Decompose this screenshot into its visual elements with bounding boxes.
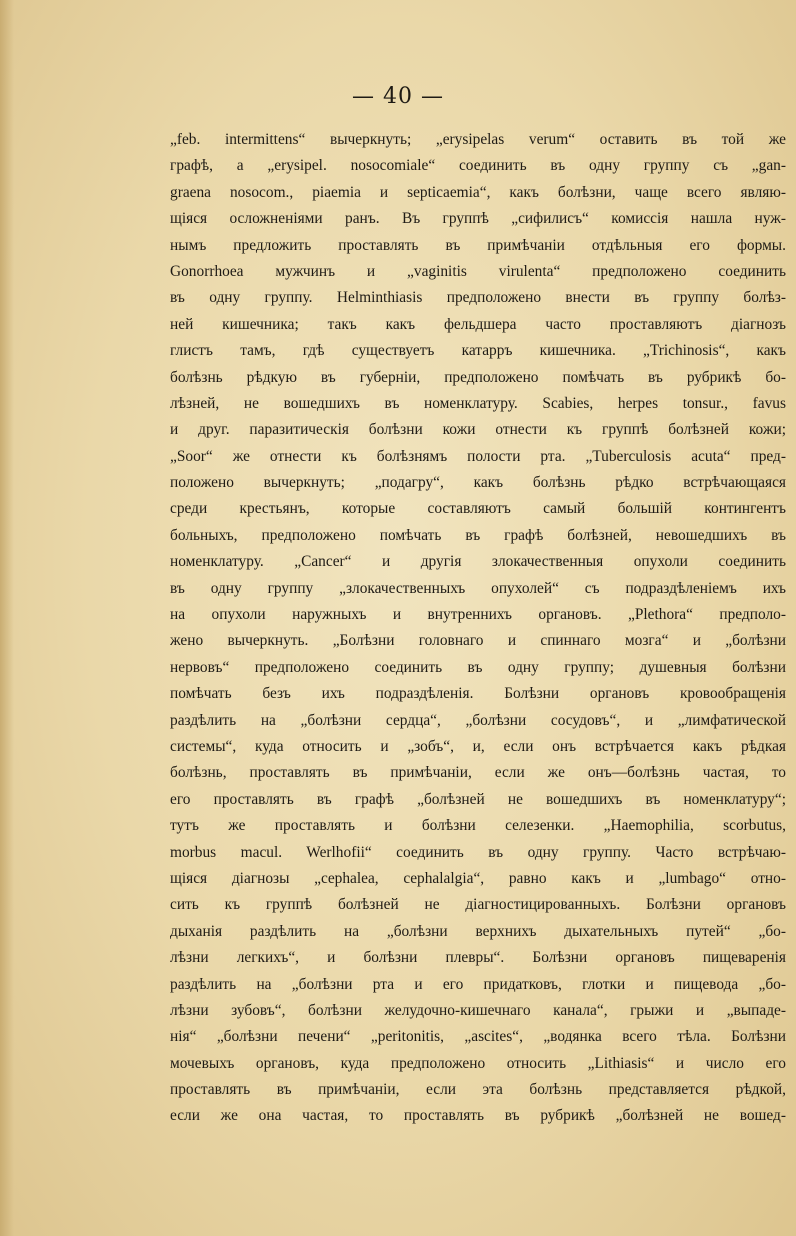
- text-line: щіяся діагнозы „cephalea, cephalalgia“, равно какъ и „lumbago“ отно-: [170, 869, 786, 887]
- text-line: раздѣлить на „болѣзни сердца“, „болѣзни сосудовъ“, и „лимфатической: [170, 711, 786, 729]
- text-line: на опухоли наружныхъ и внутреннихъ органовъ. „Plethora“ предполо-: [170, 606, 786, 624]
- text-line: раздѣлить на „болѣзни рта и его придатковъ, глотки и пищевода „бо-: [170, 975, 786, 993]
- text-line: нымъ предложить проставлять въ примѣчаніи отдѣльныя его формы.: [170, 236, 786, 254]
- text-line: мочевыхъ органовъ, куда предположено относить „Lithiasis“ и число его: [170, 1054, 786, 1072]
- text-line: дыханія раздѣлить на „болѣзни верхнихъ дыхательныхъ путей“ „бо-: [170, 922, 786, 940]
- text-line: „Soor“ же отнести къ болѣзнямъ полости рта. „Tuberculosis acuta“ пред-: [170, 447, 786, 465]
- text-line: среди крестьянъ, которые составляютъ самый большій контингентъ: [170, 500, 786, 518]
- text-line: Gonorrhoea мужчинъ и „vaginitis virulenta“ предположено соединить: [170, 262, 786, 280]
- text-line: тутъ же проставлять и болѣзни селезенки. „Haemophilia, scorbutus,: [170, 817, 786, 835]
- text-line: лѣзней, не вошедшихъ въ номенклатуру. Scabies, herpes tonsur., favus: [170, 394, 786, 412]
- page-edge-shadow: [0, 0, 14, 1236]
- text-line: нервовъ“ предположено соединить въ одну группу; душевныя болѣзни: [170, 658, 786, 676]
- text-line: нія“ „болѣзни печени“ „peritonitis, „ascites“, „водянка всего тѣла. Болѣзни: [170, 1028, 786, 1046]
- text-line: проставлять въ примѣчаніи, если эта болѣзнь представляется рѣдкой,: [170, 1081, 786, 1099]
- text-line: больныхъ, предположено помѣчать въ графѣ болѣзней, невошедшихъ въ: [170, 526, 786, 544]
- text-line: лѣзни легкихъ“, и болѣзни плевры“. Болѣзни органовъ пищеваренія: [170, 949, 786, 967]
- text-line: morbus macul. Werlhofii“ соединить въ одну группу. Часто встрѣчаю-: [170, 843, 786, 861]
- text-line: болѣзнь, проставлять въ примѣчаніи, если же онъ—болѣзнь частая, то: [170, 764, 786, 782]
- text-line: его проставлять въ графѣ „болѣзней не вошедшихъ въ номенклатуру“;: [170, 790, 786, 808]
- text-line: и друг. паразитическія болѣзни кожи отнести къ группѣ болѣзней кожи;: [170, 421, 786, 439]
- text-line: жено вычеркнуть. „Болѣзни головнаго и спиннаго мозга“ и „болѣзни: [170, 632, 786, 650]
- text-line: лѣзни зубовъ“, болѣзни желудочно-кишечнаго канала“, грыжи и „выпаде-: [170, 1001, 786, 1019]
- text-line: графѣ, а „erysipel. nosocomiale“ соединить въ одну группу съ „gan-: [170, 157, 786, 175]
- text-line: graena nosocom., piaemia и septicaemia“, какъ болѣзни, чаще всего являю-: [170, 183, 786, 201]
- text-line: „feb. intermittens“ вычеркнуть; „erysipelas verum“ оставить въ той же: [170, 131, 786, 148]
- text-line: номенклатуру. „Cancer“ и другія злокачественныя опухоли соединить: [170, 553, 786, 571]
- text-line: системы“, куда относить и „зобъ“, и, если онъ встрѣчается какъ рѣдкая: [170, 737, 786, 755]
- text-line: щіяся осложненіями ранъ. Въ группѣ „сифилисъ“ комиссія нашла нуж-: [170, 210, 786, 228]
- text-line: глистъ тамъ, гдѣ существуетъ катарръ кишечника. „Trichinosis“, какъ: [170, 342, 786, 360]
- page-number: — 40 —: [352, 84, 444, 109]
- text-line: сить къ группѣ болѣзней не діагностицированныхъ. Болѣзни органовъ: [170, 896, 786, 914]
- text-line: въ одну группу „злокачественныхъ опухолей“ съ подраздѣленіемъ ихъ: [170, 579, 786, 597]
- text-line: положено вычеркнуть; „подагру“, какъ болѣзнь рѣдко встрѣчающаяся: [170, 474, 786, 492]
- text-line: если же она частая, то проставлять въ рубрикѣ „болѣзней не вошед-: [170, 1107, 786, 1125]
- text-line: болѣзнь рѣдкую въ губерніи, предположено помѣчать въ рубрикѣ бо-: [170, 368, 786, 386]
- body-text: [170, 127, 786, 1130]
- text-line: помѣчать безъ ихъ подраздѣленія. Болѣзни органовъ кровообращенія: [170, 685, 786, 703]
- text-line: въ одну группу. Helminthiasis предположено внести въ группу болѣз-: [170, 289, 786, 307]
- text-line: ней кишечника; такъ какъ фельдшера часто проставляютъ діагнозъ: [170, 315, 786, 333]
